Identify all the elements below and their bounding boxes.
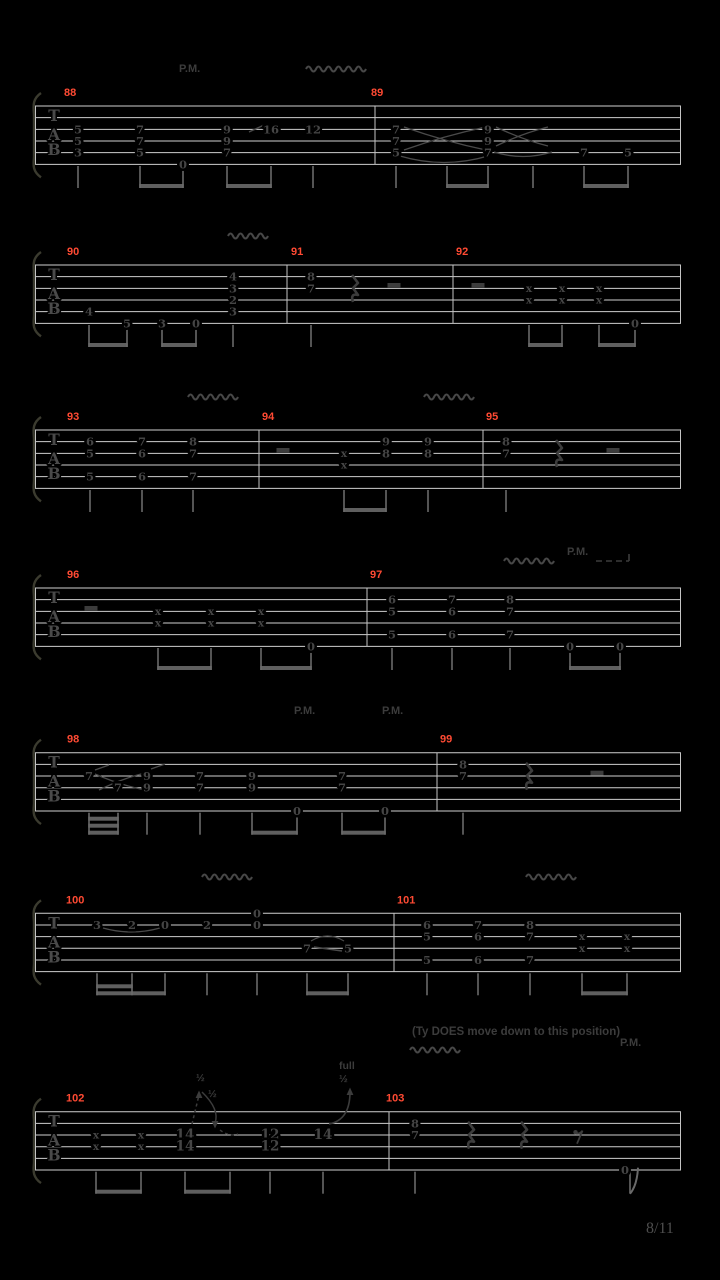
palm-mute-label: P.M. [179, 63, 201, 75]
fret-number: 5 [85, 469, 95, 484]
tab-clef: A [47, 284, 61, 303]
beam [306, 991, 349, 995]
fret-number: 5 [623, 145, 633, 160]
fret-number: 5 [73, 122, 83, 137]
measure-number: 98 [67, 733, 80, 746]
bend-arrowhead [347, 1088, 354, 1096]
fret-number: 5 [422, 929, 432, 944]
dead-note: x [578, 942, 586, 955]
dead-note: x [154, 605, 162, 618]
beam [226, 184, 272, 188]
tab-clef: B [47, 947, 61, 967]
dead-note: x [257, 617, 265, 630]
beam [528, 343, 563, 347]
fret-number: 7 [579, 145, 589, 160]
bend-up-arrow [329, 1092, 350, 1124]
beam [88, 824, 119, 828]
beam [96, 991, 166, 995]
fret-number: 8 [306, 269, 316, 284]
slide-line [314, 947, 342, 951]
beam [569, 666, 621, 670]
tab-clef: T [48, 106, 60, 125]
tab-clef: T [48, 430, 60, 449]
fret-number: 7 [391, 134, 401, 149]
fret-number: 6 [447, 604, 457, 619]
beam [341, 831, 386, 835]
fret-number: 7 [501, 446, 511, 461]
bend-amount-label: ½ [196, 1072, 205, 1084]
dead-note: x [558, 282, 566, 295]
fret-number: 7 [195, 780, 205, 795]
fret-number: 6 [447, 627, 457, 642]
fret-number: 2 [202, 917, 212, 932]
measure-number: 99 [440, 733, 453, 746]
fret-number: 0 [252, 917, 262, 932]
tab-clef: B [47, 622, 61, 641]
fret-number: 7 [113, 780, 123, 795]
rest-block [388, 283, 401, 288]
eighth-flag-icon [630, 1168, 638, 1194]
fret-number: 7 [505, 604, 515, 619]
beam [88, 817, 119, 821]
fret-number: 5 [73, 134, 83, 149]
measure-number: 101 [397, 894, 416, 907]
fret-number: 14 [175, 1127, 195, 1144]
fret-number: 7 [337, 780, 347, 795]
dead-note: x [340, 447, 348, 460]
fret-number: 5 [387, 604, 397, 619]
measure-number: 89 [371, 87, 384, 99]
measure-number: 97 [370, 569, 383, 581]
fret-number: 0 [306, 639, 316, 654]
fret-number: 6 [137, 469, 147, 484]
tab-clef: A [47, 449, 61, 468]
dead-note: x [525, 294, 533, 307]
fret-number: 7 [473, 917, 483, 932]
fret-number: 7 [137, 434, 147, 449]
beam [583, 184, 629, 188]
dead-note: x [154, 617, 162, 630]
fret-number: 9 [247, 769, 257, 784]
fret-number: 7 [84, 769, 94, 784]
fret-number: 0 [178, 157, 188, 172]
fret-number: 7 [302, 941, 312, 956]
dead-note: x [595, 294, 603, 307]
fret-number: 7 [391, 122, 401, 137]
fret-number: 7 [195, 769, 205, 784]
fret-number: 7 [505, 627, 515, 642]
fret-number: 9 [142, 780, 152, 795]
dead-note: x [595, 282, 603, 295]
fret-number: 4 [84, 304, 94, 319]
dead-note: x [257, 605, 265, 618]
beam [157, 666, 212, 670]
rest-block [607, 448, 620, 453]
beam [184, 1190, 231, 1194]
fret-number: 5 [135, 145, 145, 160]
slur-arc [404, 127, 486, 150]
fret-number: 6 [85, 434, 95, 449]
fret-number: 9 [247, 780, 257, 795]
fret-number: 3 [228, 281, 238, 296]
tab-clef: B [47, 464, 61, 483]
fret-number: 8 [410, 1116, 420, 1131]
dead-note: x [92, 1129, 100, 1142]
fret-number: 7 [188, 446, 198, 461]
fret-number: 7 [447, 592, 457, 607]
fret-number: 9 [423, 434, 433, 449]
tab-clef: T [48, 588, 60, 607]
fret-number: 8 [188, 434, 198, 449]
fret-number: 7 [306, 281, 316, 296]
fret-number: 6 [473, 929, 483, 944]
dead-note: x [525, 282, 533, 295]
measure-number: 102 [66, 1092, 85, 1105]
fret-number: 8 [381, 446, 391, 461]
palm-mute-label: P.M. [620, 1037, 642, 1049]
bend-amount-label: ½ [339, 1073, 348, 1085]
vibrato-icon [410, 1048, 460, 1053]
fret-number: 8 [458, 757, 468, 772]
fret-number: 7 [337, 769, 347, 784]
fret-number: 3 [92, 917, 102, 932]
beam [96, 984, 133, 988]
beam [260, 666, 312, 670]
dead-note: x [623, 942, 631, 955]
fret-number: 14 [313, 1127, 333, 1144]
fret-number: 8 [525, 917, 535, 932]
bend-dashed-arc [220, 1130, 238, 1135]
dead-note: x [207, 605, 215, 618]
measure-number: 88 [64, 87, 77, 99]
fret-number: 0 [565, 639, 575, 654]
tab-clef: A [47, 607, 61, 626]
fret-number: 5 [422, 952, 432, 967]
vibrato-icon [188, 395, 238, 400]
fret-number: 7 [525, 929, 535, 944]
tab-clef: T [48, 265, 60, 284]
dead-note: x [623, 931, 631, 944]
beam [446, 184, 489, 188]
slide-line [95, 765, 109, 770]
fret-number: 3 [73, 145, 83, 160]
fret-number: 0 [620, 1163, 630, 1178]
fret-number: 5 [387, 627, 397, 642]
bend-arrowhead [212, 1121, 219, 1129]
tab-clef: A [47, 771, 61, 791]
rest-block [277, 448, 290, 453]
fret-number: 7 [483, 145, 493, 160]
beam [88, 831, 119, 835]
slide-line [249, 125, 264, 132]
slur-arc [404, 127, 486, 150]
tab-clef: A [47, 932, 61, 952]
measure-number: 103 [386, 1092, 405, 1105]
fret-number: 9 [222, 134, 232, 149]
vibrato-icon [228, 234, 268, 239]
vibrato-icon [424, 395, 474, 400]
measure-number: 90 [67, 246, 80, 258]
fret-number: 9 [381, 434, 391, 449]
fret-number: 7 [135, 122, 145, 137]
beam [88, 343, 128, 347]
fret-number: 16 [262, 122, 280, 137]
bend-up-dashed [192, 1095, 199, 1124]
vibrato-icon [202, 875, 252, 880]
page-indicator: 8/11 [646, 1220, 674, 1237]
fret-number: 8 [501, 434, 511, 449]
beam [581, 991, 628, 995]
fret-number: 5 [391, 145, 401, 160]
fret-number: 12 [260, 1138, 280, 1155]
beam [161, 343, 197, 347]
slur-arc [496, 127, 548, 146]
vibrato-icon [504, 559, 554, 564]
tab-clef: B [47, 786, 61, 806]
dead-note: x [340, 459, 348, 472]
fret-number: 6 [387, 592, 397, 607]
fret-number: 12 [304, 122, 322, 137]
bend-amount-label: ½ [208, 1088, 217, 1100]
fret-number: 7 [458, 769, 468, 784]
annotation-text: (Ty DOES move down to this position) [412, 1026, 621, 1038]
measure-number: 94 [262, 411, 275, 423]
tab-clef: A [47, 125, 61, 144]
fret-number: 2 [228, 293, 238, 308]
fret-number: 0 [615, 639, 625, 654]
fret-number: 3 [228, 304, 238, 319]
fret-number: 0 [252, 906, 262, 921]
eighth-rest-icon [576, 1131, 583, 1144]
tab-clef: B [47, 1145, 61, 1165]
fret-number: 9 [483, 134, 493, 149]
fret-number: 5 [343, 941, 353, 956]
vibrato-icon [306, 67, 366, 72]
fret-number: 0 [160, 917, 170, 932]
beam [343, 508, 387, 512]
fret-number: 0 [292, 804, 302, 819]
measure-number: 100 [66, 894, 85, 907]
rest-block [85, 606, 98, 611]
fret-number: 14 [175, 1138, 195, 1155]
tab-clef: A [47, 1130, 61, 1150]
measure-number: 93 [67, 411, 80, 423]
fret-number: 2 [127, 917, 137, 932]
rest-block [591, 771, 604, 776]
beam [139, 184, 184, 188]
measure-number: 92 [456, 246, 469, 258]
slur-arc [496, 127, 548, 146]
fret-number: 6 [137, 446, 147, 461]
tab-clef: B [47, 140, 61, 159]
measure-number: 91 [291, 246, 304, 258]
beam [95, 1190, 142, 1194]
measure-number: 96 [67, 569, 80, 581]
vibrato-icon [526, 875, 576, 880]
fret-number: 12 [260, 1127, 280, 1144]
dead-note: x [578, 931, 586, 944]
fret-number: 7 [525, 952, 535, 967]
fret-number: 8 [423, 446, 433, 461]
dead-note: x [558, 294, 566, 307]
fret-number: 0 [380, 804, 390, 819]
fret-number: 8 [505, 592, 515, 607]
beam [251, 831, 298, 835]
fret-number: 9 [483, 122, 493, 137]
fret-number: 7 [135, 134, 145, 149]
fret-number: 3 [157, 316, 167, 331]
fret-number: 9 [222, 122, 232, 137]
tab-clef: T [48, 752, 60, 772]
palm-mute-label: P.M. [567, 546, 589, 558]
tab-clef: T [48, 913, 60, 933]
measure-number: 95 [486, 411, 499, 423]
bend-amount-label: full [339, 1060, 355, 1072]
dead-note: x [207, 617, 215, 630]
fret-number: 6 [473, 952, 483, 967]
dead-note: x [137, 1129, 145, 1142]
fret-number: 6 [422, 917, 432, 932]
slur-arc [400, 156, 488, 163]
palm-mute-label: P.M. [382, 705, 404, 717]
bend-arrowhead [196, 1091, 203, 1099]
fret-number: 7 [188, 469, 198, 484]
fret-number: 7 [222, 145, 232, 160]
dead-note: x [92, 1141, 100, 1154]
fret-number: 5 [85, 446, 95, 461]
fret-number: 0 [191, 316, 201, 331]
fret-number: 7 [410, 1128, 420, 1143]
rest-block [472, 283, 485, 288]
beam [598, 343, 636, 347]
fret-number: 0 [630, 316, 640, 331]
fret-number: 5 [122, 316, 132, 331]
dead-note: x [137, 1141, 145, 1154]
tab-clef: T [48, 1111, 60, 1131]
fret-number: 4 [228, 269, 238, 284]
tab-clef: B [47, 299, 61, 318]
fret-number: 9 [142, 769, 152, 784]
palm-mute-label: P.M. [294, 705, 316, 717]
